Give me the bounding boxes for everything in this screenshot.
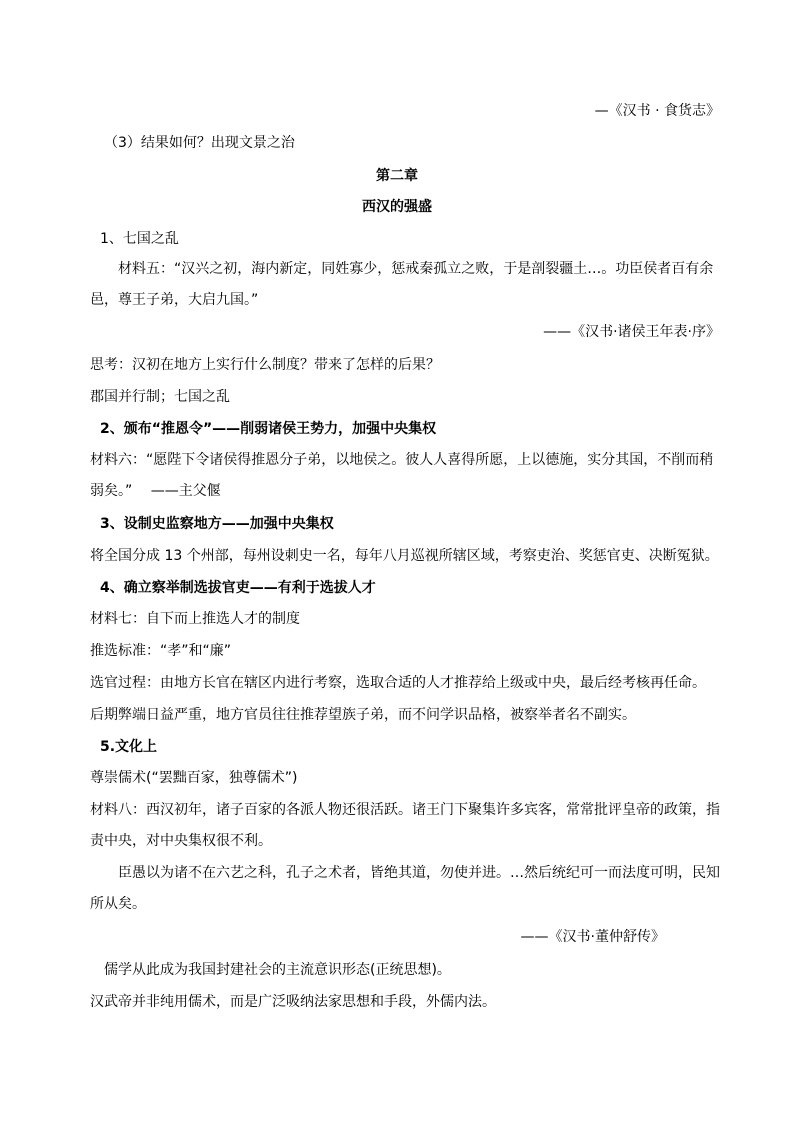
selection-standard: 推选标准：“孝”和“廉” [90, 643, 232, 659]
quotation: 臣愚以为诸不在六艺之科，孔子之术者，皆绝其道，勿使并进。…然后统纪可一而法度可明，民知所从矣。 [90, 865, 720, 912]
selection-process: 选官过程：由地方长官在辖区内进行考察，选取合适的人才推荐给上级或中央，最后经考核再任命。 [90, 675, 706, 691]
material-five: 材料五：“汉兴之初，海内新定，同姓寡少，惩戒秦孤立之败，于是剖裂疆土…。功臣侯者百有余邑，尊王子弟，大启九国。” [90, 261, 714, 308]
source-citation: ——《汉书·诸侯王年表·序》 [543, 324, 720, 340]
material-six: 材料六：“愿陛下令诸侯得推恩分子弟，以地侯之。彼人人喜得所愿，上以德施，实分其国，不削而稍弱矣。” ——主父偃 [90, 452, 714, 499]
paragraph: 后期弊端日益严重，地方官员往往推荐望族子弟，而不问学识品格，被察举者名不副实。 [90, 707, 636, 723]
section-heading: 1、七国之乱 [100, 231, 179, 247]
section-heading: 3、设制史监察地方——加强中央集权 [100, 516, 334, 532]
section-heading: 4、确立察举制选拔官吏——有利于选拔人才 [100, 580, 376, 596]
conclusion: 儒学从此成为我国封建社会的主流意识形态(正统思想)。 [104, 962, 451, 978]
source-citation: —《汉书 · 食货志》 [594, 103, 720, 119]
section-heading: 5.文化上 [100, 739, 158, 755]
section-heading: 2、颁布“推恩令”——削弱诸侯王势力，加强中央集权 [100, 421, 437, 437]
paragraph: 将全国分成 13 个州部，每州设刺史一名，每年八月巡视所辖区域，考察吏治、奖惩官吏、决断冤狱。 [90, 548, 719, 564]
chapter-number: 第二章 [376, 168, 418, 184]
material-eight: 材料八：西汉初年，诸子百家的各派人物还很活跃。诸王门下聚集许多宾客，常常批评皇帝的政策，指责中央，对中央集权很不利。 [90, 802, 720, 849]
question-3: （3）结果如何？出现文景之治 [104, 135, 295, 151]
source-citation: ——《汉书·董仲舒传》 [520, 929, 665, 945]
answer: 郡国并行制；七国之乱 [90, 389, 230, 405]
conclusion: 汉武帝并非纯用儒术，而是广泛吸纳法家思想和手段，外儒内法。 [90, 994, 496, 1010]
chapter-title: 西汉的强盛 [362, 199, 432, 215]
material-seven: 材料七：自下而上推选人才的制度 [90, 611, 300, 627]
paragraph: 尊崇儒术(“罢黜百家，独尊儒术”) [90, 770, 298, 786]
think-question: 思考：汉初在地方上实行什么制度？带来了怎样的后果？ [90, 357, 440, 373]
